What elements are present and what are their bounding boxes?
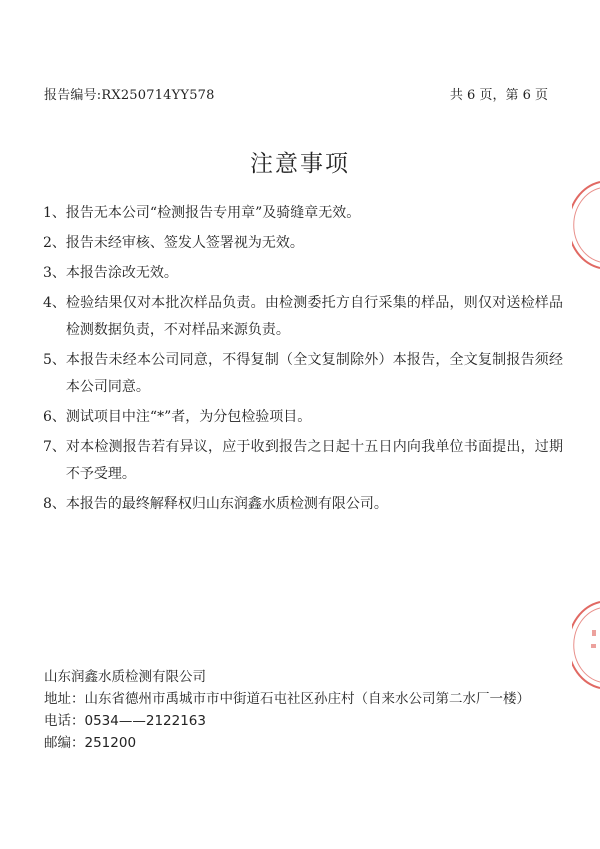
company-contact bbox=[44, 666, 540, 754]
notice-item bbox=[43, 230, 563, 257]
notice-number: 3、 bbox=[43, 265, 66, 281]
notice-item bbox=[43, 200, 563, 227]
notice-number: 8、 bbox=[43, 496, 66, 512]
seam-seal-stamp bbox=[572, 600, 600, 690]
postcode-label: 邮编： bbox=[44, 735, 85, 751]
postcode-row bbox=[44, 732, 540, 754]
notice-text: 报告未经审核、签发人签署视为无效。 bbox=[65, 235, 304, 251]
notice-number: 6、 bbox=[43, 409, 66, 425]
phone-value: 0534——2122163 bbox=[84, 713, 206, 729]
notice-text: 本报告未经本公司同意，不得复制（全文复制除外）本报告，全文复制报告须经本公司同意。 bbox=[65, 352, 563, 395]
address-row bbox=[44, 688, 540, 710]
notice-item bbox=[43, 260, 563, 287]
notice-item bbox=[43, 434, 563, 488]
notice-text: 报告无本公司“检测报告专用章”及骑缝章无效。 bbox=[65, 205, 361, 221]
notice-number: 7、 bbox=[43, 439, 66, 455]
notice-item bbox=[43, 404, 563, 431]
page-title: 注意事项 bbox=[250, 151, 350, 177]
page-indicator: 共 6 页，第 6 页 bbox=[449, 88, 548, 103]
seam-seal-stamp bbox=[572, 180, 600, 270]
phone-label: 电话： bbox=[44, 713, 85, 729]
notice-text: 检验结果仅对本批次样品负责。由检测委托方自行采集的样品，则仅对送检样品检测数据负责，不对样品来源负责。 bbox=[65, 295, 563, 338]
notice-item bbox=[43, 290, 563, 344]
notice-number: 1、 bbox=[43, 205, 66, 221]
postcode-value: 251200 bbox=[84, 735, 137, 751]
notice-number: 5、 bbox=[43, 352, 66, 368]
notice-text: 测试项目中注“*”者，为分包检验项目。 bbox=[65, 409, 312, 425]
report-number: 报告编号:RX250714YY578 bbox=[44, 88, 215, 103]
notice-item bbox=[43, 347, 563, 401]
notice-text: 本报告的最终解释权归山东润鑫水质检测有限公司。 bbox=[65, 496, 388, 512]
company-name: 山东润鑫水质检测有限公司 bbox=[44, 669, 206, 685]
address-value: 山东省德州市禹城市市中街道石屯社区孙庄村（自来水公司第二水厂一楼） bbox=[84, 691, 530, 707]
notice-number: 4、 bbox=[43, 295, 66, 311]
address-label: 地址： bbox=[44, 691, 85, 707]
phone-row bbox=[44, 710, 540, 732]
notice-text: 对本检测报告若有异议，应于收到报告之日起十五日内向我单位书面提出，过期不予受理。 bbox=[65, 439, 563, 482]
notice-text: 本报告涂改无效。 bbox=[65, 265, 178, 281]
notice-list bbox=[43, 200, 563, 521]
notice-item bbox=[43, 491, 563, 518]
notice-number: 2、 bbox=[43, 235, 66, 251]
